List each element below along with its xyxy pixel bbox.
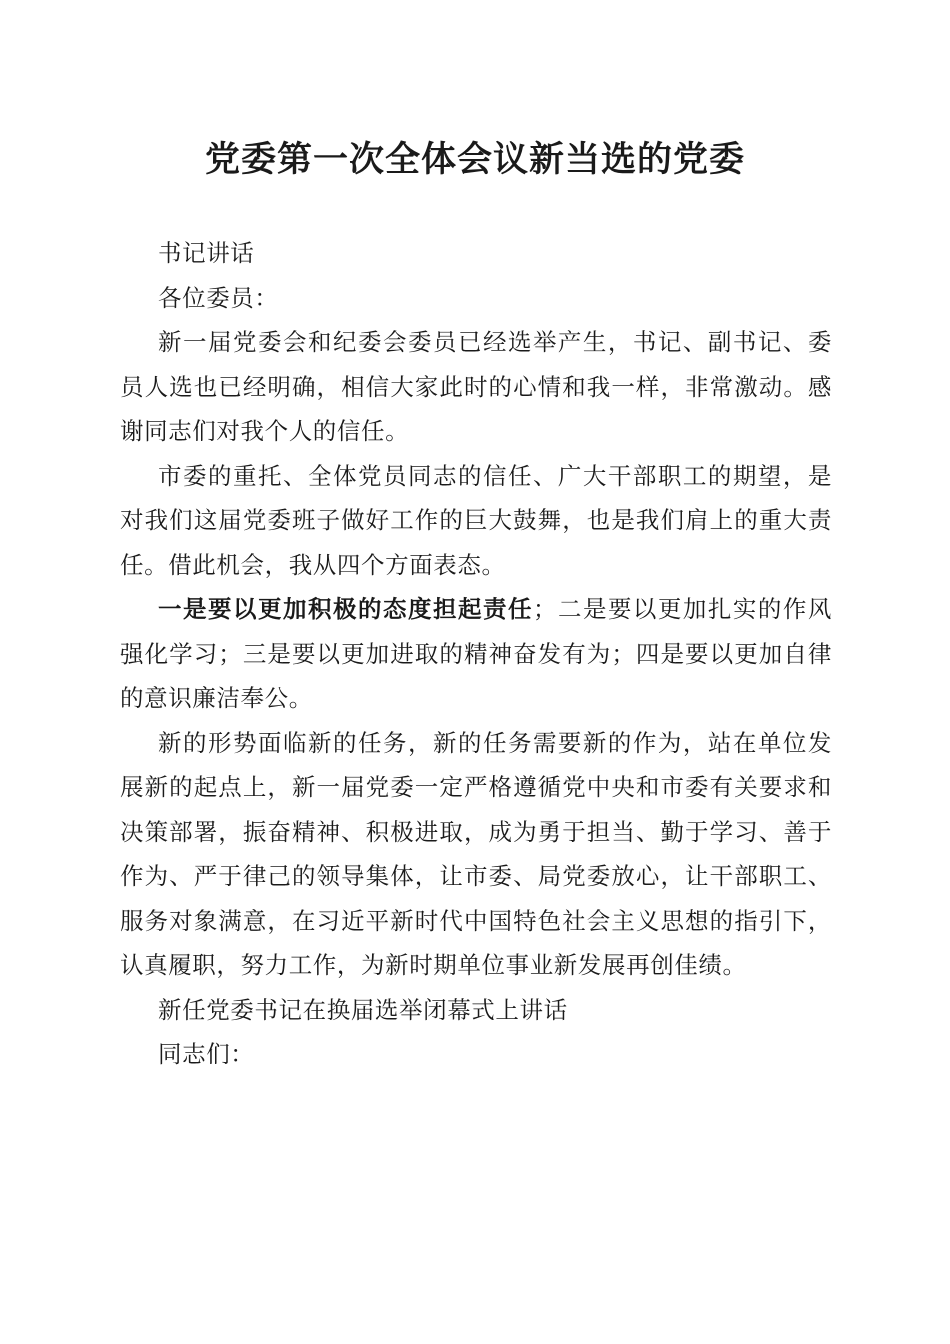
paragraph-intro: 新一届党委会和纪委会委员已经选举产生，书记、副书记、委员人选也已经明确，相信大家此时的心情和我一样，非常激动。感谢同志们对我个人的信任。 (120, 328, 832, 445)
paragraph-subheading: 新任党委书记在换届选举闭幕式上讲话 (158, 995, 568, 1024)
paragraph-new-situation: 新的形势面临新的任务，新的任务需要新的作为，站在单位发展新的起点上，新一届党委一定严格遵循党中央和市委有关要求和决策部署，振奋精神、积极进取，成为勇于担当、勤于学习、善于作为、严于律己的领导集体，让市委、局党委放心，让干部职工、服务对象满意，在习近平新时代中国特色社会主义思想的指引下，认真履职，努力工作，为新时期单位事业新发展再创佳绩。 (120, 728, 832, 979)
paragraph-four-points (120, 587, 832, 721)
paragraph-four-points-rest: ；二是要以更加扎实的作风强化学习；三是要以更加进取的精神奋发有为；四是要以更加自律的意识廉洁奉公。 (120, 595, 833, 712)
paragraph-greeting: 各位委员： (158, 283, 279, 312)
document-title: 党委第一次全体会议新当选的党委 (204, 139, 745, 180)
document-body (120, 231, 832, 1077)
paragraph-four-points-lead: 一是要以更加积极的态度担起责任 (158, 595, 533, 623)
paragraph-responsibility: 市委的重托、全体党员同志的信任、广大干部职工的期望，是对我们这届党委班子做好工作的巨大鼓舞，也是我们肩上的重大责任。借此机会，我从四个方面表态。 (120, 461, 832, 579)
paragraph-greeting-comrades: 同志们： (158, 1040, 255, 1068)
paragraph-salutation-heading: 书记讲话 (158, 239, 255, 267)
